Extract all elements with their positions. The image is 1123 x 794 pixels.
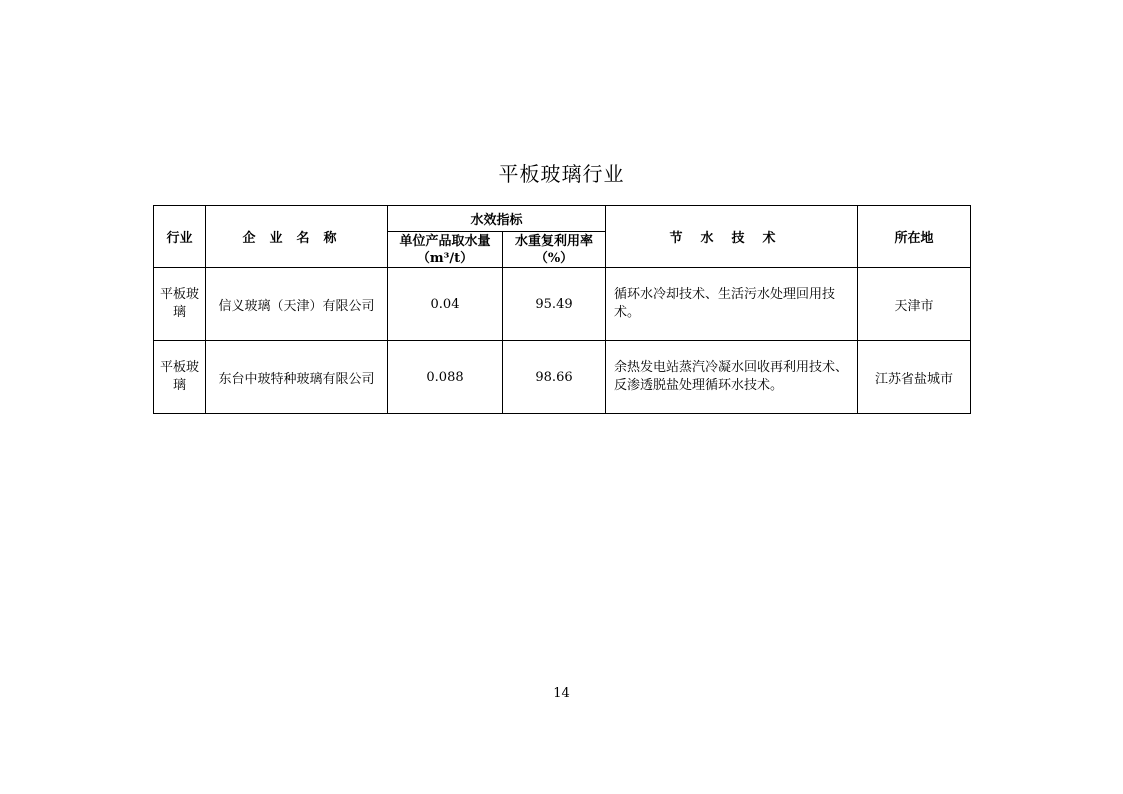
header-reuse-rate [503, 232, 606, 268]
header-reuse-rate-unit: （%） [534, 250, 574, 266]
header-unit-intake-unit: （m³/t） [416, 250, 474, 266]
cell-reuse-rate: 98.66 [503, 341, 606, 414]
cell-technology: 循环水冷却技术、生活污水处理回用技术。 [606, 268, 858, 341]
cell-company: 东台中玻特种玻璃有限公司 [206, 341, 388, 414]
cell-unit-intake: 0.088 [388, 341, 503, 414]
cell-reuse-rate: 95.49 [503, 268, 606, 341]
header-location: 所在地 [858, 206, 971, 268]
header-industry: 行业 [154, 206, 206, 268]
cell-location: 江苏省盐城市 [858, 341, 971, 414]
header-reuse-rate-label: 水重复利用率 [515, 233, 594, 249]
cell-industry: 平板玻璃 [154, 341, 206, 414]
table-row [154, 341, 971, 414]
cell-technology: 余热发电站蒸汽冷凝水回收再利用技术、反渗透脱盐处理循环水技术。 [606, 341, 858, 414]
cell-industry: 平板玻璃 [154, 268, 206, 341]
cell-unit-intake: 0.04 [388, 268, 503, 341]
header-company: 企业名称 [206, 206, 388, 268]
water-efficiency-table [153, 205, 971, 414]
header-unit-intake [388, 232, 503, 268]
header-unit-intake-label: 单位产品取水量 [399, 233, 491, 249]
page-title: 平板玻璃行业 [498, 162, 625, 186]
cell-location: 天津市 [858, 268, 971, 341]
page-number: 14 [553, 686, 570, 701]
cell-company: 信义玻璃（天津）有限公司 [206, 268, 388, 341]
header-technology: 节水技术 [606, 206, 858, 268]
table-row [154, 268, 971, 341]
header-water-index: 水效指标 [388, 206, 606, 232]
